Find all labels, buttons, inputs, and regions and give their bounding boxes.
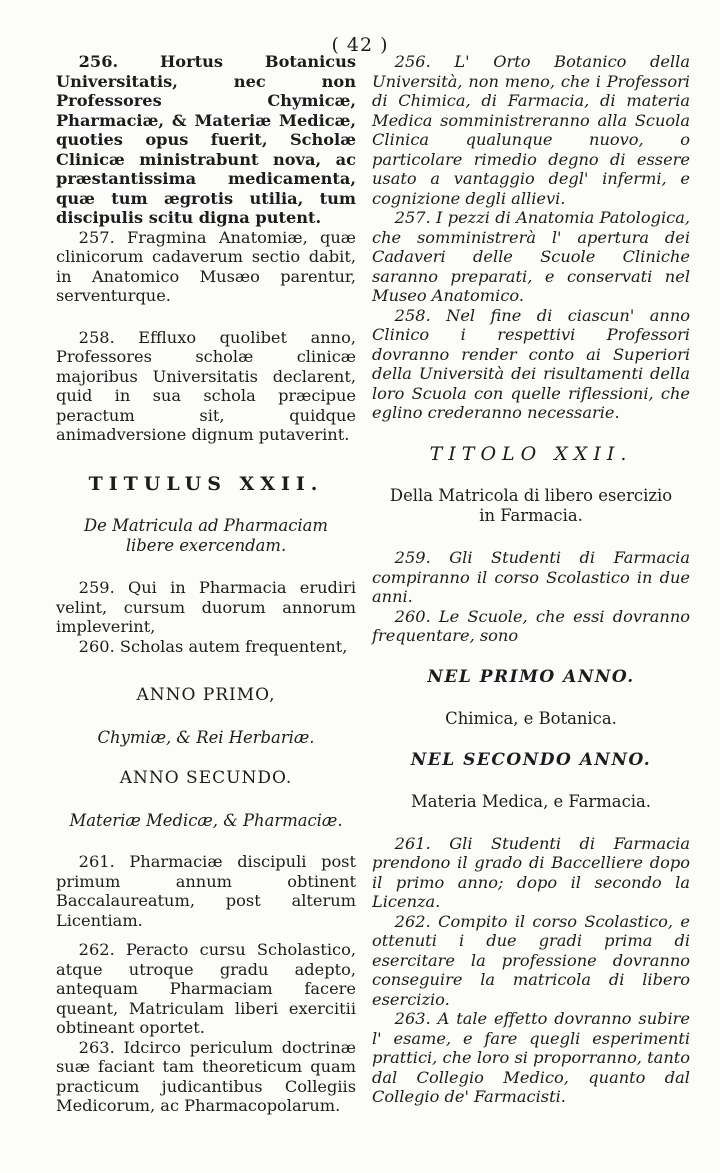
- spacer: [372, 729, 690, 751]
- latin-subject-first: Chymiæ, & Rei Herbariæ.: [97, 727, 315, 747]
- spacer: [56, 930, 356, 940]
- latin-article-263: 263. Idcirco periculum doctrinæ suæ faciant tam theoreticum quam practicum judicantibus Collegiis Medicorum, ac Pharmacopolarum.: [56, 1037, 356, 1115]
- italian-article-259: 259. Gli Studenti di Farmacia compiranno il corso Scolastico in due anni.: [372, 548, 690, 606]
- latin-article-259: 259. Qui in Pharmacia erudiri velint, cursum duorum annorum impleverint,: [56, 578, 356, 636]
- latin-article-261: 261. Pharmaciæ discipuli post primum annum obtinent Baccalaureatum, post alterum Licentiam.: [56, 852, 356, 930]
- spacer: [56, 656, 356, 686]
- latin-article-258: 258. Effluxo quolibet anno, Professores scholæ clinicæ majoribus Universitatis declarent, quid in sua schola præcipue peractum sit, quidque animadversione dignum putaverint.: [56, 327, 356, 444]
- spacer: [56, 706, 356, 728]
- latin-title: TITULUS XXII.: [88, 472, 324, 495]
- latin-subject-second: Materiæ Medicæ, & Pharmaciæ.: [69, 810, 343, 830]
- italian-title: TITOLO XXII.: [429, 442, 633, 465]
- spacer: [372, 526, 690, 548]
- italian-article-262: 262. Compito il corso Scolastico, e ottenuti i due gradi prima di esercitare la professione dovranno conseguire la matricola di libero esercizio.: [372, 911, 690, 1009]
- italian-subtitle-line1: Della Matricola di libero esercizio: [389, 486, 673, 505]
- spacer: [56, 789, 356, 811]
- spacer: [56, 830, 356, 852]
- latin-article-256: 256. Hortus Botanicus Universitatis, nec non Professores Chymicæ, Pharmaciæ, & Materiæ Medicæ, quoties opus fuerit, Scholæ Clinicæ ministrabunt nova, ac præstantissima medicamenta, quæ tum ægrotis utilia, tum discipulis scitu digna putent.: [56, 52, 356, 227]
- latin-subtitle-line1: De Matricula ad Pharmaciam: [84, 516, 328, 535]
- spacer: [372, 423, 690, 445]
- latin-article-257: 257. Fragmina Anatomiæ, quæ clinicorum cadaverum sectio dabit, in Anatomico Musæo parentur, serventurque.: [56, 227, 356, 305]
- italian-article-260: 260. Le Scuole, che essi dovranno frequentare, sono: [372, 606, 690, 645]
- latin-subtitle-line2: libere exercendam.: [125, 536, 287, 555]
- spacer: [372, 770, 690, 792]
- column-divider: [363, 60, 364, 1140]
- spacer: [56, 445, 356, 475]
- latin-column: [56, 52, 356, 1116]
- latin-article-262: 262. Peracto cursu Scholastico, atque utroque gradu adepto, antequam Pharmaciam facere queant, Matriculam liberi exercitii obtineant oportet.: [56, 940, 356, 1037]
- spacer: [56, 306, 356, 328]
- latin-year-first: ANNO PRIMO,: [136, 685, 276, 705]
- spacer: [372, 687, 690, 709]
- italian-year-first: NEL PRIMO ANNO.: [427, 666, 635, 687]
- italian-article-256: 256. L' Orto Botanico della Università, non meno, che i Professori di Chimica, di Farmacia, di materia Medica somministreranno alla Scuola Clinica qualunque nuovo, o particolare rimedio degno di essere usato a vantaggio degl' infermi, e cognizione degli allievi.: [372, 52, 690, 208]
- spacer: [372, 812, 690, 834]
- spacer: [56, 556, 356, 578]
- italian-subject-second: Materia Medica, e Farmacia.: [411, 792, 651, 811]
- spacer: [56, 747, 356, 769]
- latin-article-260: 260. Scholas autem frequentent,: [78, 636, 348, 656]
- latin-year-second: ANNO SECUNDO.: [119, 768, 293, 788]
- italian-subject-first: Chimica, e Botanica.: [445, 709, 617, 728]
- spacer: [372, 464, 690, 486]
- italian-article-263: 263. A tale effetto dovranno subire l' esame, e fare quegli esperimenti prattici, che loro si proporranno, tanto dal Collegio Medico, quanto dal Collegio de' Farmacisti.: [372, 1009, 690, 1106]
- italian-column: [372, 52, 690, 1107]
- spacer: [372, 646, 690, 668]
- spacer: [56, 494, 356, 516]
- page-number: ( 42 ): [331, 34, 389, 56]
- italian-article-257: 257. I pezzi di Anatomia Patologica, che somministrerà l' apertura dei Cadaveri delle Scuole Cliniche saranno preparati, e conservati nel Museo Anatomico.: [372, 208, 690, 305]
- italian-subtitle-line2: in Farmacia.: [479, 506, 583, 525]
- italian-year-second: NEL SECONDO ANNO.: [410, 749, 652, 770]
- italian-article-261: 261. Gli Studenti di Farmacia prendono il grado di Baccelliere dopo il primo anno; dopo il secondo la Licenza.: [372, 833, 690, 911]
- italian-article-258: 258. Nel fine di ciascun' anno Clinico i respettivi Professori dovranno render conto ai Superiori della Università dei risultamenti della loro Scuola con quelle riflessioni, che eglino crederanno necessarie.: [372, 305, 690, 422]
